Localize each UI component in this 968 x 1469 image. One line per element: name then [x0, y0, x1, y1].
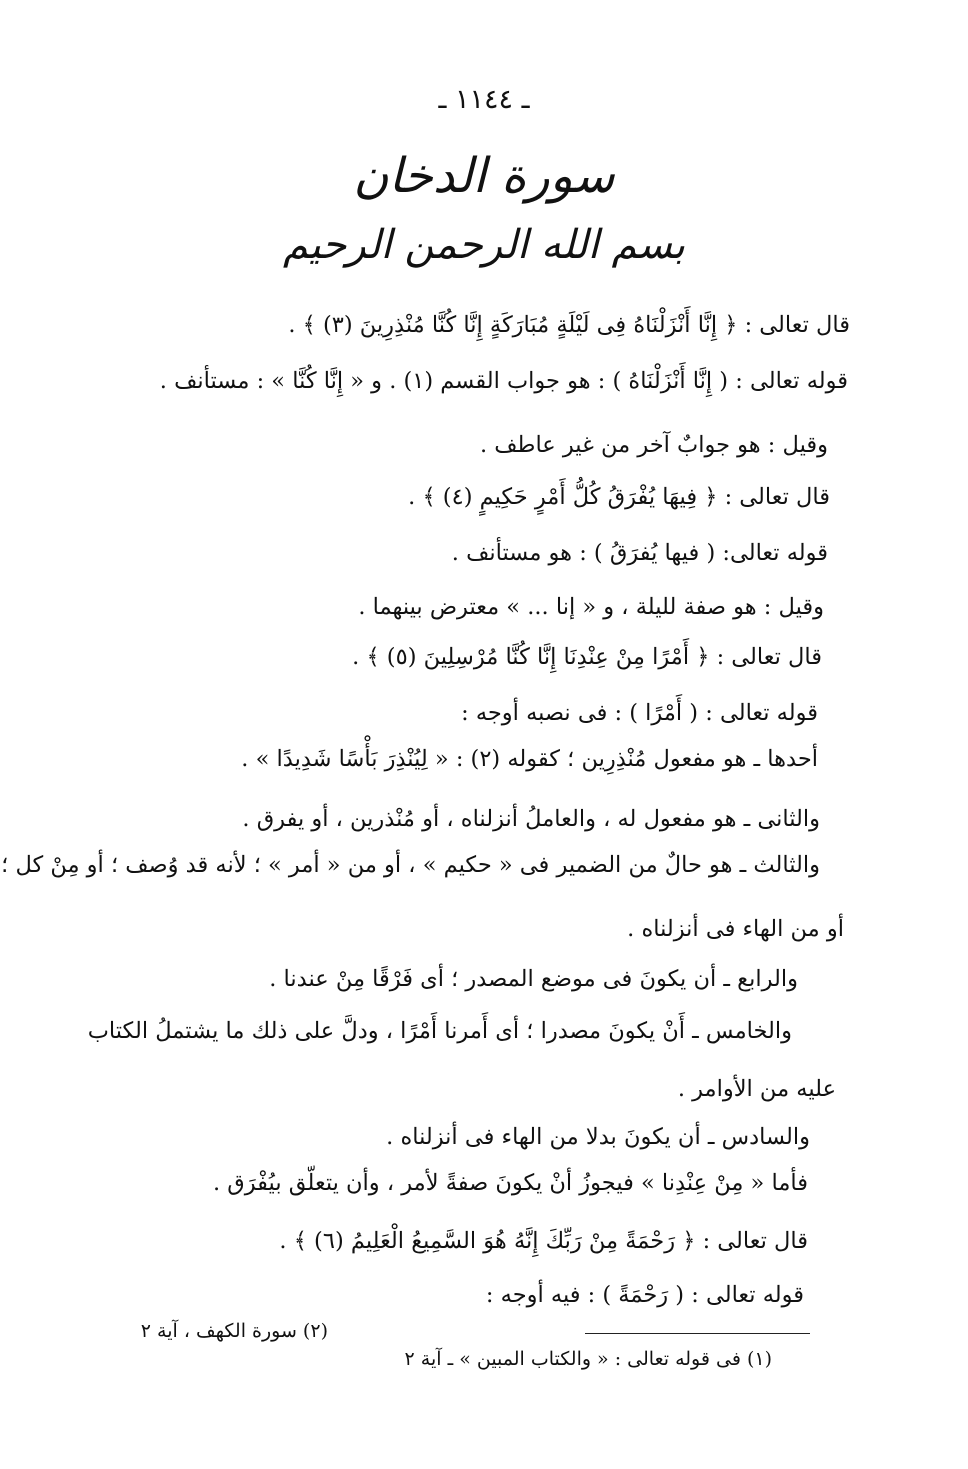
text-line: قال تعالى : ﴿ إِنَّا أَنْزَلْنَاهُ فِى لَيْلَةٍ مُبَارَكَةٍ إِنَّا كُنَّا مُنْذِرِينَ (٣) ﴾ . [288, 312, 850, 338]
text-line: والرابع ـ أن يكونَ فى موضع المصدر ؛ أى فَرْقًا مِنْ عندنا . [269, 966, 798, 992]
surah-title: سورة الدخان [353, 148, 615, 204]
text-line: قوله تعالى : ( إِنَّا أَنْزَلْنَاهُ ) : هو جواب القسم (١) . و « إِنَّا كُنَّا » : مستأنف . [159, 368, 848, 394]
text-line: قوله تعالى : ( رَحْمَةً ) : فيه أوجه : [485, 1282, 804, 1308]
text-line: والسادس ـ أن يكونَ بدلا من الهاء فى أنزلناه . [386, 1124, 810, 1150]
footnote: (١) فى قوله تعالى : « والكتاب المبين » ـ آية ٢ [404, 1348, 772, 1370]
text-line: عليه من الأوامر . [677, 1076, 836, 1102]
footnote-divider [585, 1333, 810, 1334]
text-line: وقيل : هو جوابٌ آخر من غير عاطف . [479, 432, 828, 458]
text-line: والخامس ـ أَنْ يكونَ مصدرا ؛ أى أَمرنا أَمْرًا ، ودلَّ على ذلك ما يشتملُ الكتاب [87, 1018, 792, 1044]
page-number: ـ ١١٤٤ ـ [438, 84, 530, 115]
text-line: قال تعالى : ﴿ رَحْمَةً مِنْ رَبِّكَ إِنَّهُ هُوَ السَّمِيعُ الْعَلِيمُ (٦) ﴾ . [279, 1228, 808, 1254]
text-line: فأما « مِنْ عِنْدِنا » فيجوزُ أنْ يكونَ صفةً لأمر ، وأن يتعلّق بيُفْرَق . [213, 1170, 808, 1196]
text-line: قوله تعالى : ( أَمْرًا ) : فى نصبه أوجه : [461, 700, 818, 726]
text-line: قال تعالى : ﴿ فِيهَا يُفْرَقُ كُلُّ أَمْرٍ حَكِيمٍ (٤) ﴾ . [408, 484, 830, 510]
text-line: أو من الهاء فى أنزلناه . [627, 916, 844, 942]
footnote: (٢) سورة الكهف ، آية ٢ [140, 1320, 328, 1342]
text-line: وقيل : هو صفة لليلة ، و « إنا ... » معترض بينهما . [358, 594, 824, 620]
text-line: أحدها ـ هو مفعول مُنْذِرِين ؛ كقوله (٢) : « لِيُنْذِرَ بَأْسًا شَدِيدًا » . [241, 746, 818, 772]
text-line: قوله تعالى: ( فيها يُفرَقُ ) : هو مستأنف . [451, 540, 828, 566]
text-line: والثانى ـ هو مفعول له ، والعاملُ أنزلناه ، أو مُنْذرين ، أو يفرق . [242, 806, 820, 832]
text-line: والثالث ـ هو حالٌ من الضمير فى « حكيم » ، أو من « أمر » ؛ لأنه قد وُصف ؛ أو مِنْ كل ؛ [1, 852, 820, 878]
basmala: بسم الله الرحمن الرحيم [282, 222, 686, 268]
text-line: قال تعالى : ﴿ أَمْرًا مِنْ عِنْدِنَا إِنَّا كُنَّا مُرْسِلِينَ (٥) ﴾ . [352, 644, 822, 670]
